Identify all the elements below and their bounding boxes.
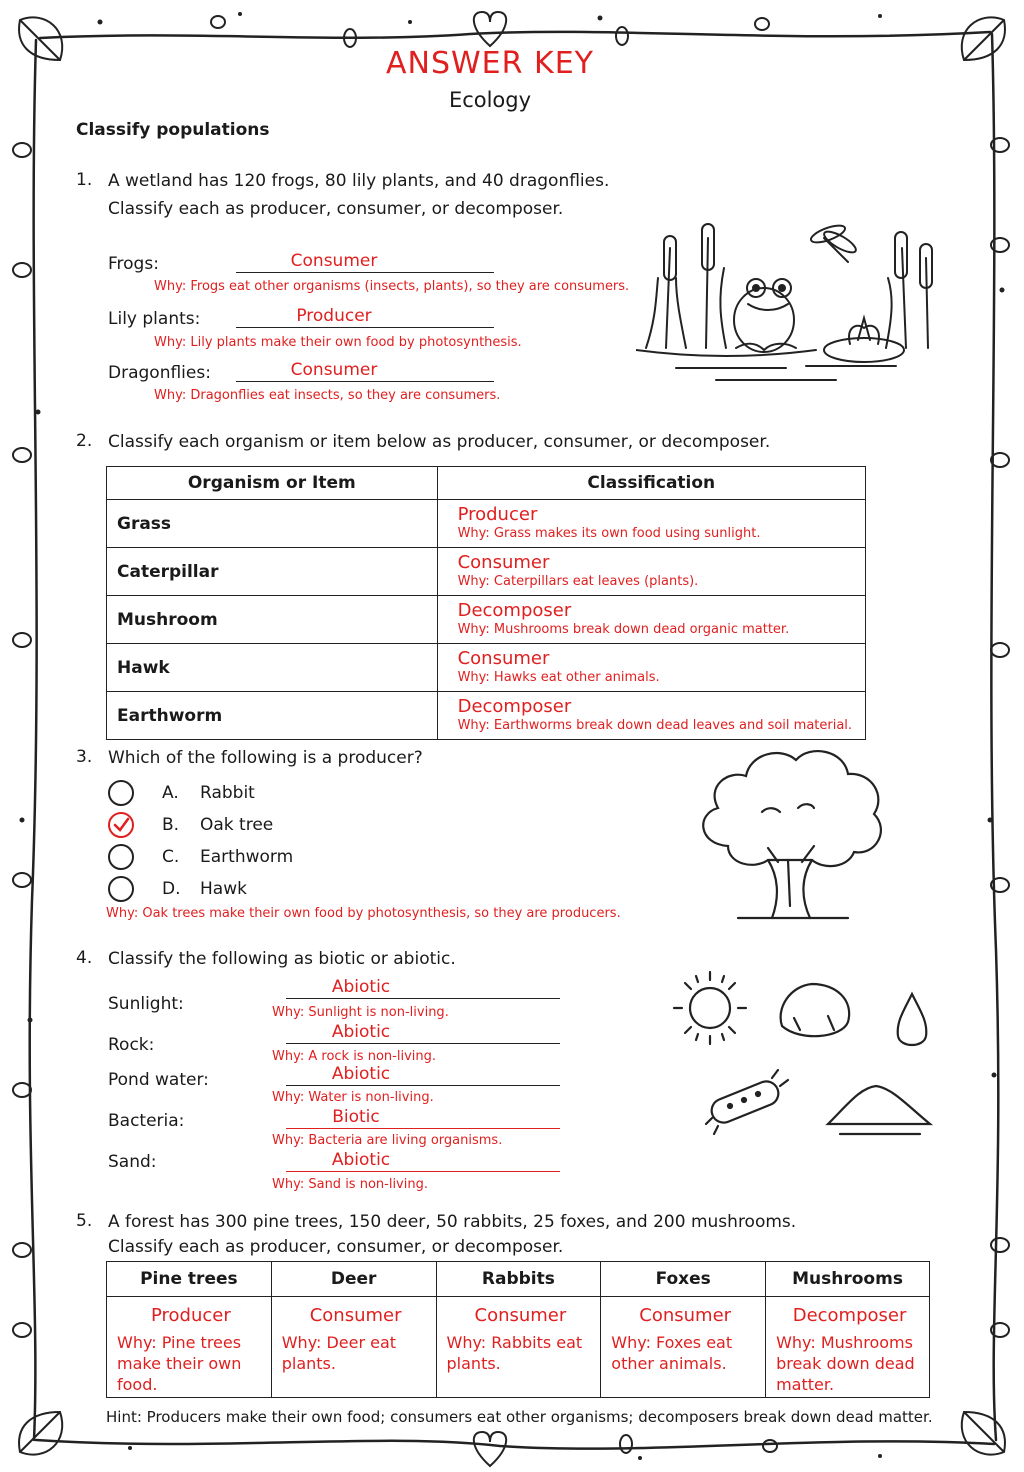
q2-why: Why: Earthworms break down dead leaves and soil material.	[457, 717, 853, 733]
q2-answer: Consumer	[457, 647, 550, 669]
q5-cell	[271, 1297, 436, 1398]
q1-dragonflies-line	[236, 381, 494, 382]
q5-header: Pine trees	[107, 1262, 272, 1297]
option-a-text: Rabbit	[200, 783, 255, 803]
q5-answer: Decomposer	[792, 1305, 907, 1326]
hint-text: Hint: Producers make their own food; consumers eat other organisms; decomposers break down dead matter.	[106, 1408, 933, 1426]
q4-sand-answer: Abiotic	[331, 1150, 391, 1170]
q4-bacteria-label: Bacteria:	[108, 1111, 185, 1131]
q2-classification	[437, 644, 865, 692]
q5-header: Deer	[271, 1262, 436, 1297]
option-d-text: Hawk	[200, 879, 247, 899]
q5-why: Why: Deer eat plants.	[281, 1333, 397, 1373]
q4-bacteria-why: Why: Bacteria are living organisms.	[272, 1133, 503, 1148]
q5-header: Rabbits	[436, 1262, 601, 1297]
q1-line1: A wetland has 120 frogs, 80 lily plants, and 40 dragonflies.	[108, 171, 610, 191]
table-row	[107, 692, 866, 740]
q4-number: 4.	[76, 948, 93, 968]
q1-lily-line	[236, 327, 494, 328]
q5-answer: Consumer	[474, 1305, 567, 1326]
q2-header-organism: Organism or Item	[107, 467, 438, 500]
option-a-letter: A.	[162, 783, 179, 803]
q1-dragonflies-label: Dragonflies:	[108, 363, 211, 383]
q4-sunlight-label: Sunlight:	[108, 994, 184, 1014]
q5-why: Why: Rabbits eat plants.	[446, 1333, 583, 1373]
q1-dragonflies-why: Why: Dragonflies eat insects, so they are consumers.	[154, 388, 501, 403]
q2-classification	[437, 596, 865, 644]
q4-pond-water-why: Why: Water is non-living.	[272, 1090, 434, 1105]
q2-organism: Hawk	[107, 644, 438, 692]
sand-pile-icon	[828, 1086, 930, 1134]
q2-why: Why: Caterpillars eat leaves (plants).	[457, 573, 699, 589]
table-row	[107, 644, 866, 692]
q1-lily-label: Lily plants:	[108, 309, 201, 329]
page-subtitle: Ecology	[448, 88, 532, 112]
q5-cell	[436, 1297, 601, 1398]
q2-table	[106, 466, 866, 740]
q5-header: Mushrooms	[766, 1262, 930, 1297]
option-a-radio[interactable]	[108, 780, 134, 806]
q5-line1: A forest has 300 pine trees, 150 deer, 50 rabbits, 25 foxes, and 200 mushrooms.	[108, 1212, 797, 1232]
q4-rock-why: Why: A rock is non-living.	[272, 1049, 436, 1064]
q5-number: 5.	[76, 1211, 93, 1231]
q1-frogs-answer: Consumer	[290, 251, 378, 271]
q4-bacteria-line	[286, 1128, 560, 1129]
q2-text: Classify each organism or item below as producer, consumer, or decomposer.	[108, 432, 771, 452]
page-title: ANSWER KEY	[386, 46, 594, 81]
q1-frogs-line	[236, 272, 494, 273]
q5-why: Why: Pine trees make their own food.	[117, 1333, 242, 1394]
q2-answer: Producer	[457, 503, 538, 525]
bacteria-icon	[706, 1070, 788, 1134]
sun-icon	[674, 972, 746, 1044]
water-drop-icon	[898, 994, 927, 1045]
table-row	[107, 596, 866, 644]
biotic-abiotic-icons	[660, 966, 950, 1148]
q4-pond-water-label: Pond water:	[108, 1070, 209, 1090]
q5-answer: Consumer	[309, 1305, 402, 1326]
q4-sunlight-line	[286, 998, 560, 999]
q1-frogs-why: Why: Frogs eat other organisms (insects, plants), so they are consumers.	[154, 279, 630, 294]
option-b-letter: B.	[162, 815, 180, 835]
q5-cell	[766, 1297, 930, 1398]
q2-answer: Consumer	[457, 551, 550, 573]
q2-classification	[437, 548, 865, 596]
q3-text: Which of the following is a producer?	[108, 748, 423, 768]
table-row	[107, 1297, 930, 1398]
wetland-illustration	[636, 218, 936, 388]
rock-icon	[781, 984, 850, 1036]
q4-pond-water-answer: Abiotic	[331, 1064, 391, 1084]
oak-tree-illustration	[688, 736, 890, 928]
option-b-radio-selected[interactable]	[108, 812, 134, 838]
q5-cell	[107, 1297, 272, 1398]
table-row	[107, 548, 866, 596]
q4-sunlight-why: Why: Sunlight is non-living.	[272, 1005, 449, 1020]
option-c-letter: C.	[162, 847, 180, 867]
q4-bacteria-answer: Biotic	[332, 1107, 380, 1127]
q5-why: Why: Foxes eat other animals.	[611, 1333, 733, 1373]
q4-pond-water-line	[286, 1085, 560, 1086]
q2-why: Why: Mushrooms break down dead organic matter.	[457, 621, 790, 637]
q1-dragonflies-answer: Consumer	[290, 360, 378, 380]
check-icon	[110, 814, 132, 836]
q2-answer: Decomposer	[457, 599, 572, 621]
q1-number: 1.	[76, 170, 93, 190]
q2-organism: Mushroom	[107, 596, 438, 644]
q2-classification	[437, 500, 865, 548]
q4-sand-label: Sand:	[108, 1152, 157, 1172]
q2-organism: Grass	[107, 500, 438, 548]
q4-sand-line	[286, 1171, 560, 1172]
q1-line2: Classify each as producer, consumer, or decomposer.	[108, 199, 564, 219]
q2-organism: Earthworm	[107, 692, 438, 740]
q2-why: Why: Hawks eat other animals.	[457, 669, 660, 685]
q5-why: Why: Mushrooms break down dead matter.	[776, 1333, 915, 1394]
q4-text: Classify the following as biotic or abiotic.	[108, 949, 456, 969]
q1-frogs-label: Frogs:	[108, 254, 159, 274]
q2-number: 2.	[76, 431, 93, 451]
q2-classification	[437, 692, 865, 740]
q3-number: 3.	[76, 747, 93, 767]
option-c-text: Earthworm	[200, 847, 294, 867]
q2-organism: Caterpillar	[107, 548, 438, 596]
q5-answer: Producer	[150, 1305, 231, 1326]
q5-header: Foxes	[601, 1262, 766, 1297]
q4-sand-why: Why: Sand is non-living.	[272, 1177, 428, 1192]
q1-lily-answer: Producer	[296, 306, 372, 326]
option-c-radio[interactable]	[108, 844, 134, 870]
q1-lily-why: Why: Lily plants make their own food by photosynthesis.	[154, 335, 522, 350]
q4-sunlight-answer: Abiotic	[331, 977, 391, 997]
q2-why: Why: Grass makes its own food using sunlight.	[457, 525, 761, 541]
option-d-radio[interactable]	[108, 876, 134, 902]
q2-answer: Decomposer	[457, 695, 572, 717]
option-d-letter: D.	[162, 879, 181, 899]
q4-rock-label: Rock:	[108, 1035, 155, 1055]
q4-rock-answer: Abiotic	[331, 1022, 391, 1042]
q4-rock-line	[286, 1043, 560, 1044]
q5-answer: Consumer	[639, 1305, 732, 1326]
q5-line2: Classify each as producer, consumer, or decomposer.	[108, 1237, 564, 1257]
option-b-text: Oak tree	[200, 815, 274, 835]
section-heading: Classify populations	[76, 120, 270, 140]
q5-table	[106, 1261, 930, 1398]
q3-why: Why: Oak trees make their own food by photosynthesis, so they are producers.	[106, 906, 621, 921]
q2-header-classification: Classification	[437, 467, 865, 500]
q5-cell	[601, 1297, 766, 1398]
table-row	[107, 500, 866, 548]
